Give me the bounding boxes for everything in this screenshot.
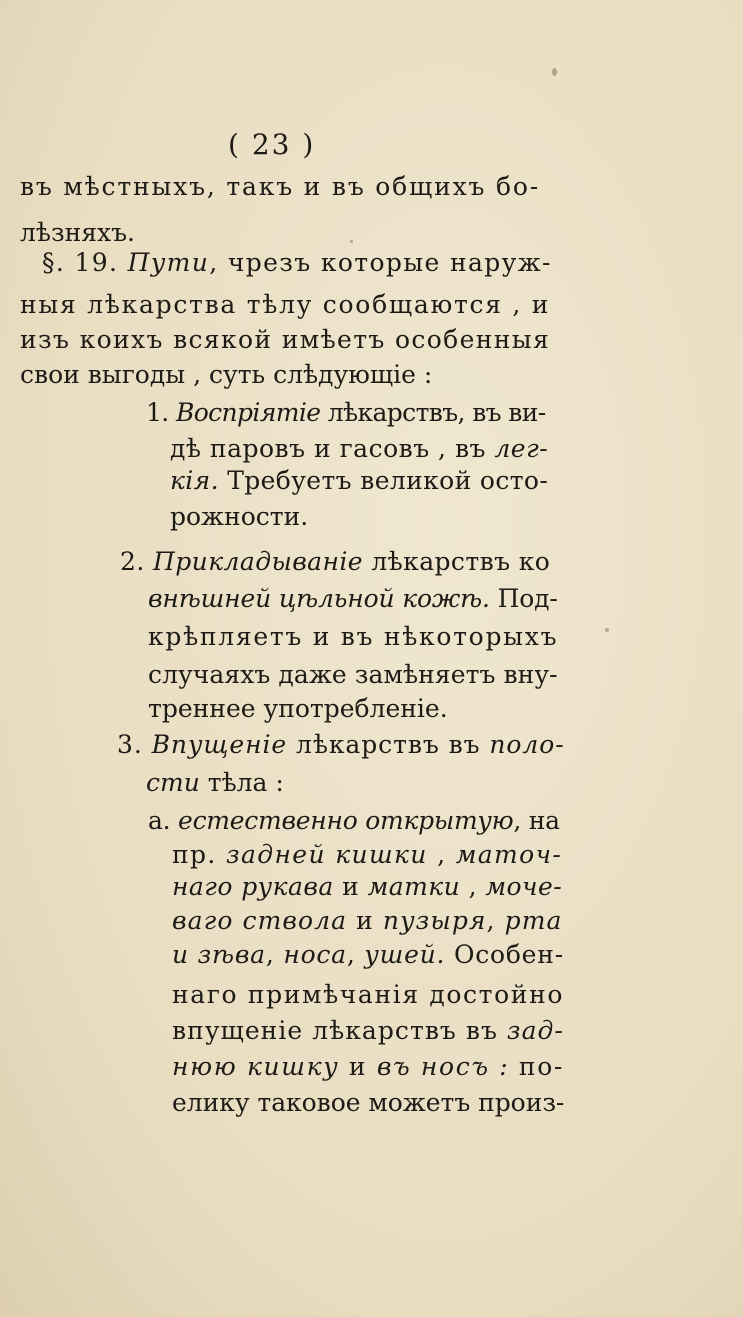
text-run: 3. bbox=[117, 730, 152, 759]
text-run: Особен- bbox=[445, 940, 564, 969]
text-run: рожности. bbox=[170, 502, 309, 531]
italic-text: кія. bbox=[170, 466, 219, 495]
text-run: треннее употребленіе. bbox=[148, 694, 448, 723]
text-run: свои выгоды , суть слѣдующіе : bbox=[20, 360, 433, 389]
text-line bbox=[148, 694, 448, 724]
italic-text: поло- bbox=[489, 730, 565, 759]
text-run: тѣла : bbox=[199, 768, 284, 797]
text-run: и bbox=[333, 872, 368, 901]
text-run: лѣкарствъ, въ ви- bbox=[320, 398, 546, 427]
italic-text: внѣшней цѣльной кожѣ. bbox=[148, 584, 490, 613]
text-line bbox=[170, 466, 548, 496]
italic-text: зад- bbox=[506, 1016, 564, 1045]
italic-text: носа bbox=[283, 940, 347, 969]
text-run: и bbox=[339, 1052, 377, 1081]
text-run: Под- bbox=[489, 584, 558, 613]
italic-text: въ носъ : bbox=[376, 1052, 510, 1081]
italic-text: Воспріятіе bbox=[175, 398, 321, 427]
italic-text: наго рукава bbox=[172, 872, 334, 901]
text-line bbox=[146, 768, 284, 798]
italic-text: маточ- bbox=[455, 840, 563, 869]
italic-text: лег- bbox=[494, 434, 549, 463]
text-line bbox=[146, 398, 546, 428]
text-run: пр. bbox=[172, 840, 226, 869]
text-run: крѣпляетъ и въ нѣкоторыхъ bbox=[148, 622, 559, 651]
text-run: , чрезъ которые наруж- bbox=[209, 248, 552, 277]
text-line bbox=[148, 622, 558, 652]
italic-text: Пути bbox=[127, 248, 210, 277]
italic-text: Впущеніе bbox=[151, 730, 288, 759]
text-run: дѣ паровъ и гасовъ , въ bbox=[170, 434, 495, 463]
text-line bbox=[172, 980, 564, 1010]
italic-text: и зѣва bbox=[172, 940, 266, 969]
text-run: впущеніе лѣкарствъ въ bbox=[172, 1016, 507, 1045]
ink-spot bbox=[605, 628, 609, 632]
text-line bbox=[172, 872, 562, 902]
page-number: ( 23 ) bbox=[228, 128, 316, 161]
text-line bbox=[20, 218, 135, 248]
text-run: изъ коихъ всякой имѣетъ особенныя bbox=[20, 325, 551, 354]
text-run: , bbox=[427, 840, 456, 869]
italic-text: сти bbox=[146, 768, 200, 797]
text-line bbox=[148, 584, 558, 614]
ink-spot bbox=[552, 68, 557, 76]
text-run: 2. bbox=[120, 547, 154, 576]
text-run: лѣкарствъ въ bbox=[287, 730, 490, 759]
text-line bbox=[172, 1088, 564, 1118]
text-line bbox=[148, 660, 558, 690]
text-run: по- bbox=[509, 1052, 564, 1081]
text-line bbox=[170, 434, 548, 464]
italic-text: ваго ствола bbox=[172, 906, 348, 935]
text-run: §. 19. bbox=[42, 248, 128, 277]
text-line bbox=[148, 806, 560, 836]
text-line bbox=[117, 730, 565, 760]
text-run: a. bbox=[148, 806, 179, 835]
text-line bbox=[170, 502, 308, 532]
text-line bbox=[20, 290, 550, 320]
text-run: лѣкарствъ ко bbox=[363, 547, 551, 576]
text-line bbox=[172, 840, 562, 870]
text-run: лѣзняхъ. bbox=[20, 218, 135, 247]
text-line bbox=[172, 940, 564, 970]
text-run: наго примѣчанія достойно bbox=[172, 980, 565, 1009]
text-run: , на bbox=[513, 806, 560, 835]
text-line bbox=[20, 360, 432, 390]
text-run: и bbox=[347, 906, 383, 935]
text-line bbox=[172, 1016, 564, 1046]
italic-text: естественно открытую bbox=[178, 806, 514, 835]
text-line bbox=[172, 1052, 564, 1082]
italic-text: рта bbox=[504, 906, 563, 935]
text-run: ныя лѣкарства тѣлу сообщаются , и bbox=[20, 290, 551, 319]
ink-spot bbox=[350, 240, 353, 243]
text-run: случаяхъ даже замѣняетъ вну- bbox=[148, 660, 558, 689]
text-line bbox=[120, 547, 550, 577]
text-run: Требуетъ великой осто- bbox=[218, 466, 549, 495]
text-run: въ мѣстныхъ, такъ и въ общихъ бо- bbox=[20, 172, 540, 201]
text-run: , bbox=[265, 940, 284, 969]
text-run: , bbox=[486, 906, 505, 935]
text-run: , bbox=[346, 940, 365, 969]
italic-text: матки bbox=[367, 872, 461, 901]
italic-text: нюю кишку bbox=[172, 1052, 340, 1081]
italic-text: Прикладываніе bbox=[153, 547, 364, 576]
text-line bbox=[20, 172, 540, 202]
text-line bbox=[172, 906, 562, 936]
text-run: елику таковое можетъ произ- bbox=[172, 1088, 565, 1117]
text-run: , bbox=[460, 872, 486, 901]
italic-text: ушей. bbox=[364, 940, 446, 969]
text-line bbox=[20, 325, 550, 355]
italic-text: пузыря bbox=[382, 906, 487, 935]
italic-text: задней кишки bbox=[226, 840, 428, 869]
italic-text: моче- bbox=[485, 872, 563, 901]
text-run: 1. bbox=[146, 398, 176, 427]
text-line bbox=[42, 248, 552, 278]
